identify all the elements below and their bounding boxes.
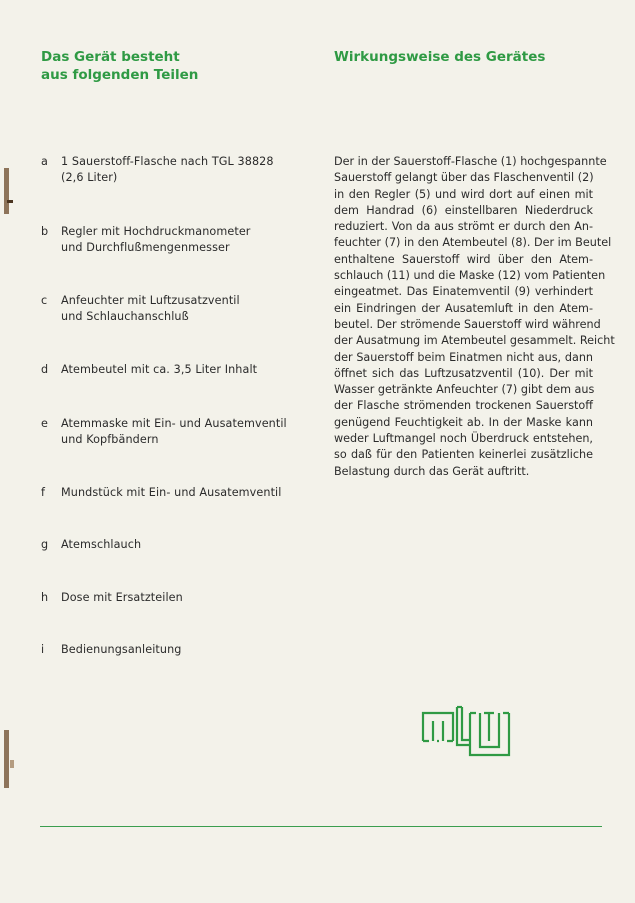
item-text: (2,6 Liter) bbox=[61, 171, 118, 184]
item-text: Regler mit Hochdruckmanometer bbox=[61, 225, 251, 238]
item-letter: h bbox=[41, 591, 49, 604]
paragraph-line: schlauch (11) und die Maske (12) vom Patienten bbox=[334, 269, 606, 283]
paragraph-line: der Sauerstoff beim Einatmen nicht aus, dann bbox=[334, 350, 593, 364]
item-letter: a bbox=[41, 155, 48, 168]
item-letter: i bbox=[41, 643, 45, 656]
item-letter: f bbox=[41, 486, 46, 499]
parts-heading-line-2: aus folgenden Teilen bbox=[41, 67, 199, 83]
paragraph-line: in den Regler (5) und wird dort auf einen mit bbox=[334, 187, 593, 201]
item-text: und Kopfbändern bbox=[61, 433, 159, 446]
paragraph-line: ein Eindringen der Ausatemluft in den Atem- bbox=[334, 301, 593, 315]
paragraph-line: feuchter (7) in den Atembeutel (8). Der im Beutel bbox=[334, 236, 612, 250]
binding-staples bbox=[0, 0, 18, 903]
item-letter: g bbox=[41, 538, 49, 551]
mlw-logo bbox=[420, 703, 512, 759]
bottom-rule bbox=[40, 826, 602, 827]
paragraph-line: Sauerstoff gelangt über das Flaschenventil (2) bbox=[334, 171, 594, 185]
item-letter: e bbox=[41, 417, 48, 430]
paragraph-line: Wasser getränkte Anfeuchter (7) gibt dem aus bbox=[334, 383, 595, 397]
item-text: und Durchflußmengenmesser bbox=[61, 241, 230, 254]
item-text: Atemmaske mit Ein- und Ausatemventil bbox=[61, 417, 287, 430]
paragraph-line: so daß für den Patienten keinerlei zusätzliche bbox=[334, 448, 593, 462]
item-letter: d bbox=[41, 363, 49, 376]
parts-heading-line-1: Das Gerät besteht bbox=[41, 49, 180, 65]
paragraph-line: Der in der Sauerstoff-Flasche (1) hochgespannte bbox=[334, 155, 607, 168]
paragraph-line: dem Handrad (6) einstellbaren Niederdruck bbox=[334, 203, 593, 217]
paragraph-line: beutel. Der strömende Sauerstoff wird während bbox=[334, 317, 601, 331]
paragraph-line: Belastung durch das Gerät auftritt. bbox=[334, 464, 530, 478]
paragraph-line: enthaltene Sauerstoff wird über den Atem- bbox=[334, 252, 593, 266]
item-text: 1 Sauerstoff-Flasche nach TGL 38828 bbox=[61, 155, 274, 168]
paragraph-line: eingeatmet. Das Einatemventil (9) verhindert bbox=[334, 285, 593, 299]
item-text: Anfeuchter mit Luftzusatzventil bbox=[61, 294, 240, 307]
item-letter: c bbox=[41, 294, 48, 307]
item-text: Atemschlauch bbox=[61, 538, 142, 551]
function-description bbox=[334, 154, 615, 480]
paragraph-line: weder Luftmangel noch Überdruck entstehen, bbox=[334, 432, 593, 446]
paragraph-line: der Flasche strömenden trockenen Sauerstoff bbox=[334, 399, 593, 413]
function-heading bbox=[334, 48, 594, 66]
paragraph-line: reduziert. Von da aus strömt er durch den An- bbox=[334, 220, 593, 234]
item-text: und Schlauchanschluß bbox=[61, 310, 189, 323]
paragraph-line: öffnet sich das Luftzusatzventil (10). Der mit bbox=[334, 366, 593, 380]
function-heading-text: Wirkungsweise des Gerätes bbox=[334, 49, 546, 65]
item-text: Bedienungsanleitung bbox=[61, 643, 182, 656]
item-text: Dose mit Ersatzteilen bbox=[61, 591, 183, 604]
paragraph-line: genügend Feuchtigkeit ab. In der Maske kann bbox=[334, 415, 593, 429]
parts-heading bbox=[41, 48, 281, 84]
item-text: Mundstück mit Ein- und Ausatemventil bbox=[61, 486, 282, 499]
item-text: Atembeutel mit ca. 3,5 Liter Inhalt bbox=[61, 363, 258, 376]
paragraph-line: der Ausatmung im Atembeutel gesammelt. Reicht bbox=[334, 334, 615, 348]
item-letter: b bbox=[41, 225, 49, 238]
